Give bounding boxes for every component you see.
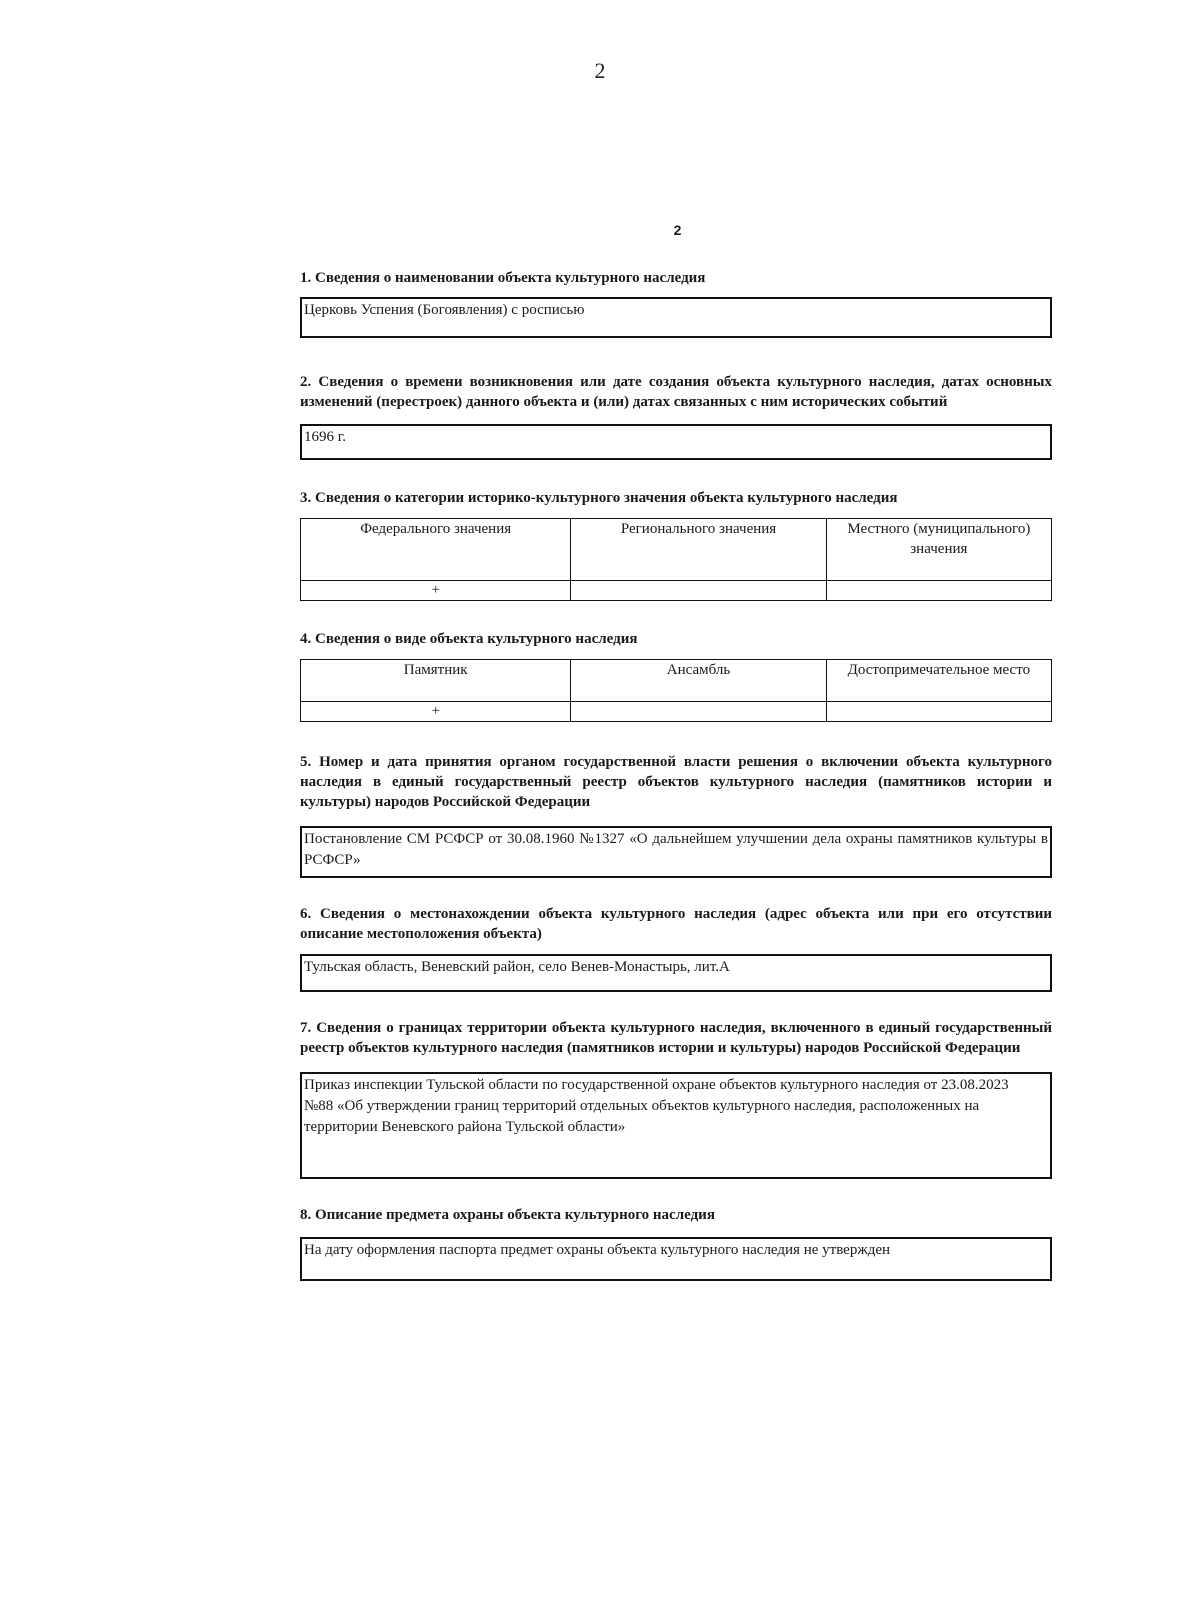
section-6-value: Тульская область, Веневский район, село Венев-Монастырь, лит.А bbox=[304, 959, 730, 975]
object-type-mark-ensemble bbox=[571, 702, 826, 722]
passport-content bbox=[300, 268, 1052, 1281]
page-number-inner: 2 bbox=[673, 222, 682, 238]
object-type-header-monument: Памятник bbox=[301, 660, 571, 702]
section-2-title: 2. Сведения о времени возникновения или дате создания объекта культурного наследия, датах основных изменений (перестроек) данного объекта и (или) датах связанных с ним исторических событий bbox=[300, 374, 1052, 410]
section-5-value: Постановление СМ РСФСР от 30.08.1960 №1327 «О дальнейшем улучшении дела охраны памятников культуры в РСФСР» bbox=[304, 831, 1048, 868]
object-type-mark-monument: + bbox=[301, 702, 571, 722]
section-2-value-box bbox=[300, 424, 1052, 460]
category-header-regional: Регионального значения bbox=[571, 519, 826, 581]
category-mark-federal: + bbox=[301, 581, 571, 601]
section-7-value: Приказ инспекции Тульской области по государственной охране объектов культурного наследия от 23.08.2023 №88 «Об утверждении границ территорий отдельных объектов культурного наследия, расположенных на территории Веневского района Тульской области» bbox=[304, 1077, 1009, 1135]
category-header-row bbox=[301, 519, 1052, 581]
section-6-value-box bbox=[300, 954, 1052, 992]
section-4-title: 4. Сведения о виде объекта культурного наследия bbox=[300, 631, 638, 647]
section-8-title: 8. Описание предмета охраны объекта культурного наследия bbox=[300, 1207, 715, 1223]
object-type-mark-row bbox=[301, 702, 1052, 722]
object-type-mark-landmark bbox=[826, 702, 1051, 722]
section-3-title: 3. Сведения о категории историко-культурного значения объекта культурного наследия bbox=[300, 490, 898, 506]
section-7-title: 7. Сведения о границах территории объекта культурного наследия, включенного в единый государственный реестр объектов культурного наследия (памятников истории и культуры) народов Российской Федерации bbox=[300, 1020, 1052, 1056]
category-mark-row bbox=[301, 581, 1052, 601]
section-8-value-box bbox=[300, 1237, 1052, 1281]
section-6-title: 6. Сведения о местонахождении объекта культурного наследия (адрес объекта или при его отсутствии описание местоположения объекта) bbox=[300, 906, 1052, 942]
category-table bbox=[300, 518, 1052, 601]
section-5-title: 5. Номер и дата принятия органом государственной власти решения о включении объекта культурного наследия в единый государственный реестр объектов культурного наследия (памятников истории и культуры) народов Российской Федерации bbox=[300, 754, 1052, 810]
section-7-value-box bbox=[300, 1072, 1052, 1179]
section-2-value: 1696 г. bbox=[304, 429, 346, 445]
category-mark-local bbox=[826, 581, 1051, 601]
object-type-header-ensemble: Ансамбль bbox=[571, 660, 826, 702]
section-1-title: 1. Сведения о наименовании объекта культурного наследия bbox=[300, 270, 706, 286]
section-1-value-box bbox=[300, 297, 1052, 338]
section-1-value: Церковь Успения (Богоявления) с росписью bbox=[304, 302, 585, 318]
object-type-header-row bbox=[301, 660, 1052, 702]
page-number-top: 2 bbox=[594, 58, 606, 83]
category-mark-regional bbox=[571, 581, 826, 601]
category-header-federal: Федерального значения bbox=[301, 519, 571, 581]
section-8-value: На дату оформления паспорта предмет охраны объекта культурного наследия не утвержден bbox=[304, 1242, 891, 1258]
object-type-header-landmark: Достопримечательное место bbox=[826, 660, 1051, 702]
section-5-value-box bbox=[300, 826, 1052, 878]
category-header-local: Местного (муниципального) значения bbox=[826, 519, 1051, 581]
object-type-table bbox=[300, 659, 1052, 722]
